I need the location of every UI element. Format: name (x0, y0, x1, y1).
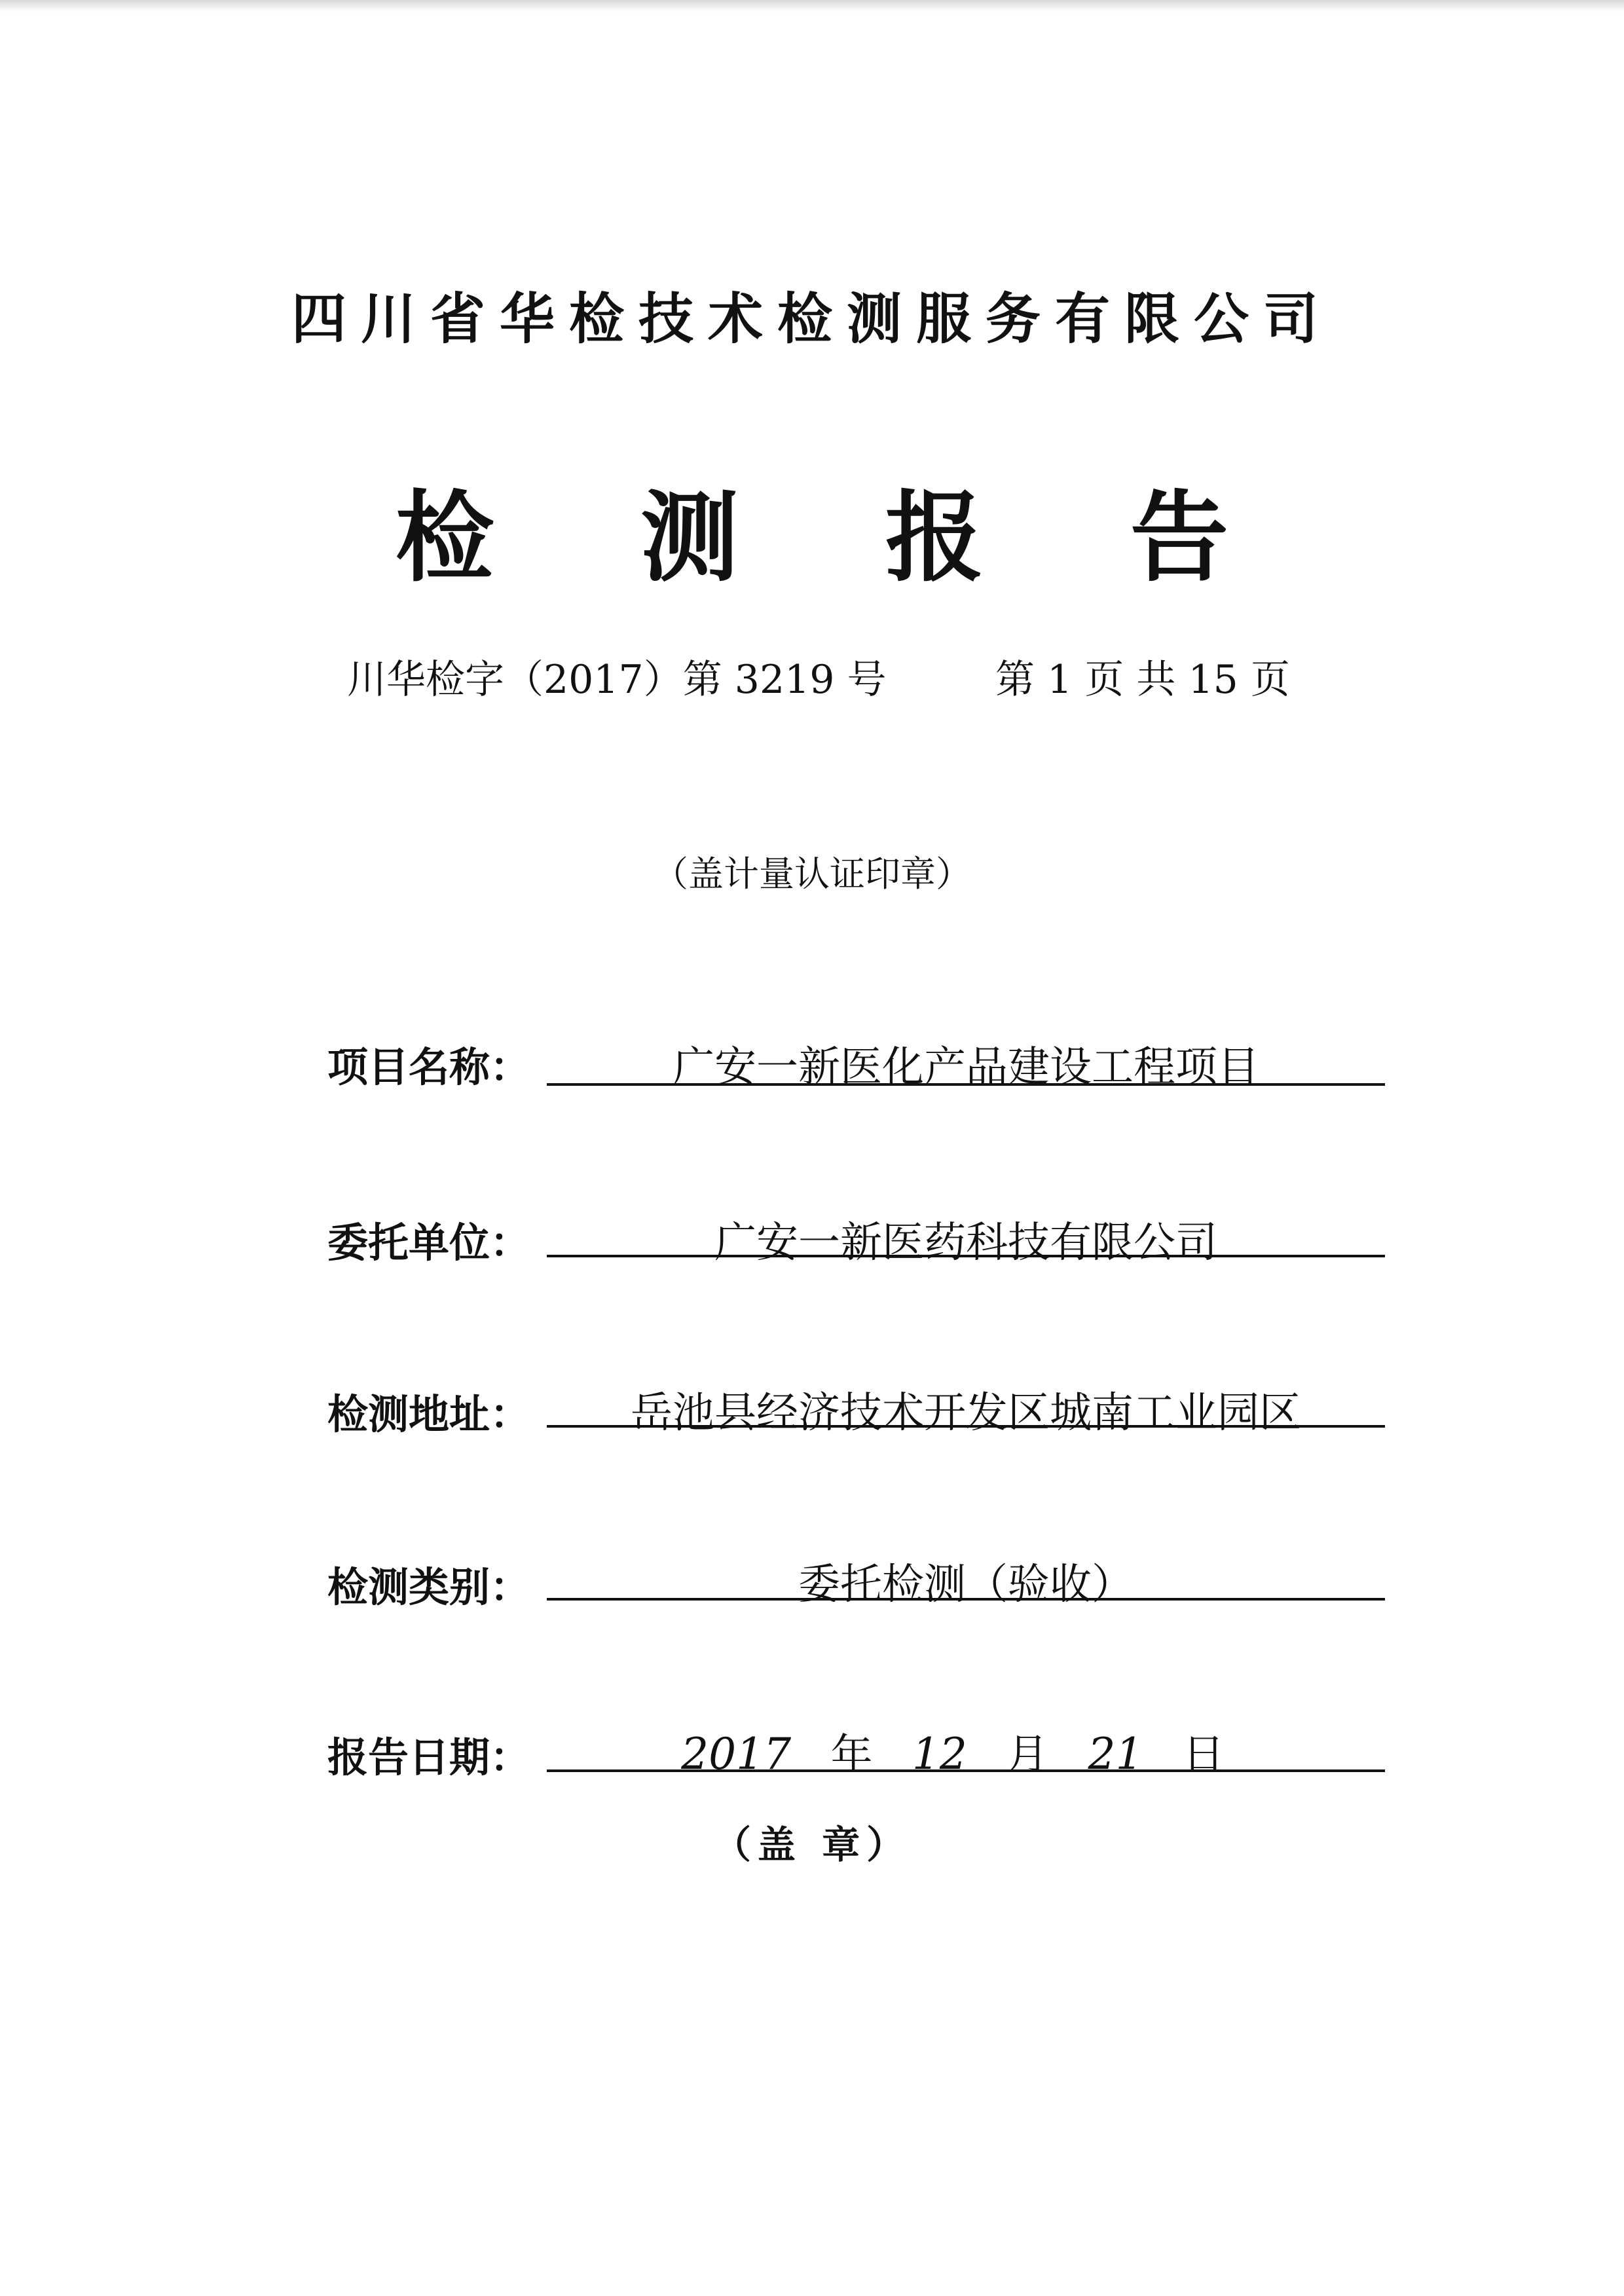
test-address-label: 检测地址： (327, 1390, 531, 1438)
scan-edge (0, 0, 1624, 12)
test-address-underline (547, 1425, 1385, 1428)
report-title-char: 测 (640, 481, 739, 595)
client-underline (547, 1255, 1385, 1257)
report-date-day-unit: 日 (1182, 1731, 1225, 1779)
report-date-year-unit: 年 (830, 1731, 873, 1779)
report-date-label: 报告日期： (327, 1733, 531, 1781)
report-date-year: 2017 (681, 1729, 792, 1779)
project-name-underline (547, 1083, 1385, 1086)
test-category-value: 委托检测（验收） (798, 1561, 1134, 1609)
report-number: 川华检字（2017）第 3219 号 (347, 657, 887, 703)
test-address-value: 岳池县经济技术开发区城南工业园区 (631, 1389, 1301, 1437)
report-title-char: 报 (885, 481, 984, 595)
report-date-day: 21 (1088, 1729, 1143, 1779)
client-value: 广安一新医药科技有限公司 (714, 1219, 1217, 1267)
stamp-note: （盖计量认证印章） (653, 853, 971, 895)
page-info: 第 1 页 共 15 页 (995, 657, 1290, 703)
project-name-value: 广安一新医化产品建设工程项目 (673, 1043, 1259, 1092)
report-title-char: 告 (1130, 481, 1229, 595)
company-name: 四川省华检技术检测服务有限公司 (291, 287, 1333, 351)
test-category-label: 检测类别： (327, 1563, 531, 1611)
report-title (0, 458, 1624, 600)
client-label: 委托单位： (327, 1219, 531, 1267)
report-date-value (547, 1721, 1385, 1781)
report-title-char: 检 (395, 481, 494, 595)
test-category-underline (547, 1598, 1385, 1601)
report-date-month: 12 (912, 1729, 967, 1779)
report-date-underline (547, 1769, 1385, 1772)
project-name-label: 项目名称： (327, 1043, 531, 1091)
seal-note: （盖 章） (712, 1823, 912, 1867)
report-date-month-unit: 月 (1006, 1731, 1049, 1779)
